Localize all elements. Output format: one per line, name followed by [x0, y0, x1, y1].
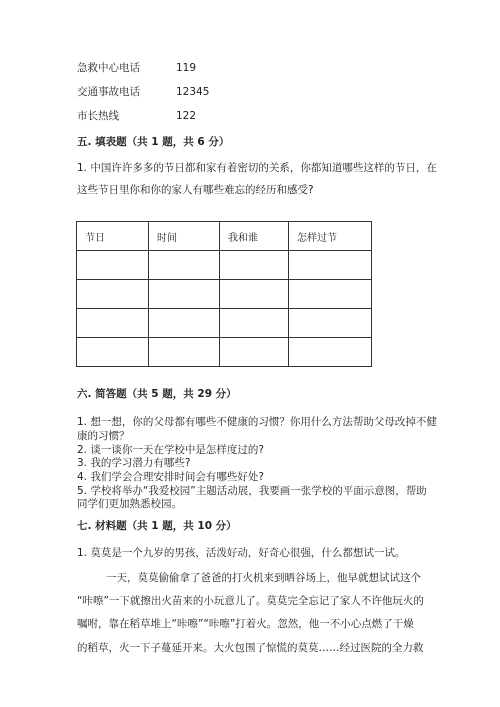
section5-question-line1: 1. 中国许许多多的节日都和家有着密切的关系，你都知道哪些这样的节日，在 — [77, 162, 437, 174]
table-cell[interactable] — [289, 280, 372, 309]
table-cell[interactable] — [289, 251, 372, 280]
section6-line: 1. 想一想，你的父母都有哪些不健康的习惯？你用什么方法帮助父母改掉不健 — [77, 416, 437, 428]
phone-number-2: 12345 — [176, 86, 210, 98]
table-cell[interactable] — [77, 309, 149, 338]
table-row — [77, 251, 372, 280]
table-cell[interactable] — [77, 280, 149, 309]
table-cell[interactable] — [149, 338, 220, 367]
section5-question-line2: 这些节日里你和你的家人有哪些难忘的经历和感受? — [77, 184, 314, 196]
section7-heading: 七. 材料题（共 1 题，共 10 分） — [77, 520, 237, 532]
table-row — [77, 309, 372, 338]
passage-line: 嘱咐，靠在稻草堆上“咔嚓”“咔嚓”打着火。忽然，他一不小心点燃了干燥 — [77, 618, 414, 630]
phone-label-1: 急救中心电话 — [77, 62, 140, 74]
passage-line: 一天，莫莫偷偷拿了爸爸的打火机来到晒谷场上，他早就想试试这个 — [106, 572, 421, 584]
table-row — [77, 280, 372, 309]
fill-in-table — [76, 221, 372, 367]
table-cell[interactable] — [149, 309, 220, 338]
table-header-festival: 节日 — [77, 222, 149, 251]
section6-line: 4. 我们学会合理安排时间会有哪些好处? — [77, 471, 264, 483]
phone-label-2: 交通事故电话 — [77, 86, 140, 98]
section6-line: 5. 学校将举办“我爱校园”主题活动展，我要画一张学校的平面示意图，帮助 — [77, 485, 427, 497]
table-cell[interactable] — [149, 251, 220, 280]
table-cell[interactable] — [77, 338, 149, 367]
phone-label-3: 市长热线 — [77, 110, 119, 122]
table-cell[interactable] — [220, 251, 289, 280]
section6-line: 康的习惯？ — [77, 430, 130, 442]
table-row — [77, 338, 372, 367]
table-cell[interactable] — [77, 251, 149, 280]
phone-number-1: 119 — [176, 62, 197, 74]
passage-line: “咔嚓”一下就擦出火苗来的小玩意儿了。莫莫完全忘记了家人不许他玩火的 — [77, 595, 424, 607]
table-cell[interactable] — [289, 309, 372, 338]
section6-line: 2. 谈一谈你一天在学校中是怎样度过的? — [77, 444, 264, 456]
table-header-how: 怎样过节 — [289, 222, 372, 251]
section6-line: 同学们更加熟悉校园。 — [77, 498, 182, 510]
table-cell[interactable] — [220, 309, 289, 338]
section6-heading: 六. 简答题（共 5 题，共 29 分） — [77, 388, 237, 400]
section7-question: 1. 莫莫是一个九岁的男孩，活泼好动，好奇心很强，什么都想试一试。 — [77, 547, 406, 559]
section6-line: 3. 我的学习潜力有哪些? — [77, 457, 191, 469]
passage-line: 的稻草，火一下子蔓延开来。大火包围了惊慌的莫莫……经过医院的全力救 — [77, 642, 424, 654]
table-header-time: 时间 — [149, 222, 220, 251]
table-cell[interactable] — [220, 280, 289, 309]
table-cell[interactable] — [149, 280, 220, 309]
table-header-row — [77, 222, 372, 251]
section5-heading: 五. 填表题（共 1 题，共 6 分） — [77, 136, 230, 148]
table-cell[interactable] — [289, 338, 372, 367]
table-header-with-whom: 我和谁 — [220, 222, 289, 251]
table-cell[interactable] — [220, 338, 289, 367]
phone-number-3: 122 — [176, 110, 197, 122]
